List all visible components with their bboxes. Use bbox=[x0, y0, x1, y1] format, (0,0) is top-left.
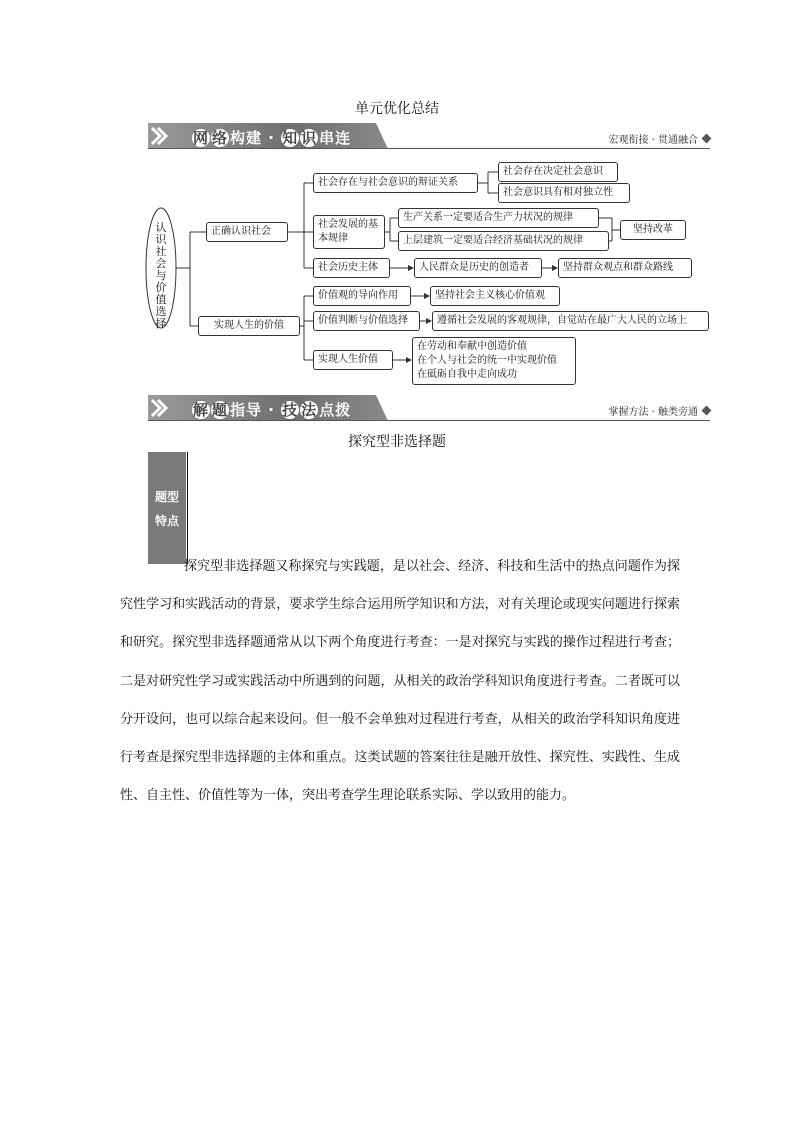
side-label: 题型 特点 bbox=[148, 452, 186, 564]
banner-heading: 网 络 构建 · 知 识 串连 bbox=[192, 129, 352, 147]
section-title: 探究型非选择题 bbox=[348, 434, 446, 450]
branch-understand-society: 正确认识社会 bbox=[206, 222, 288, 242]
banner-tag: 宏观衔接 · 贯通融合 bbox=[608, 135, 698, 146]
node-realize-life-value: 实现人生价值 bbox=[313, 350, 393, 370]
page-title: 单元优化总结 bbox=[355, 101, 439, 117]
node-objective-laws: 遵循社会发展的客观规律，自觉站在最广大人民的立场上 bbox=[432, 311, 709, 331]
banner-heading: 解 题 指导 · 技 法 点拨 bbox=[192, 401, 352, 419]
node-value-judgment: 价值判断与价值选择 bbox=[313, 311, 420, 331]
node-mass-line: 坚持群众观点和群众路线 bbox=[558, 258, 692, 278]
node-production-relations: 生产关系一定要适合生产力状况的规律 bbox=[398, 208, 599, 228]
node-relative-independence: 社会意识具有相对独立性 bbox=[498, 183, 630, 203]
branch-realize-value: 实现人生的价值 bbox=[198, 316, 300, 336]
node-superstructure: 上层建筑一定要适合经济基础状况的规律 bbox=[398, 231, 609, 251]
node-reform: 坚持改革 bbox=[620, 220, 686, 240]
banner-tag: 掌握方法 · 触类旁通 bbox=[608, 407, 698, 418]
node-values-guide: 价值观的导向作用 bbox=[313, 286, 411, 306]
section-banner-guidance bbox=[148, 395, 710, 423]
node-value-ways: 在劳动和奉献中创造价值 在个人与社会的统一中实现价值 在砥砺自我中走向成功 bbox=[412, 337, 576, 385]
diamond-icon bbox=[702, 406, 712, 416]
node-basic-laws: 社会发展的基本规律 bbox=[313, 215, 385, 249]
chevron-right-icon bbox=[150, 398, 168, 418]
mindmap-connectors bbox=[0, 0, 794, 400]
node-core-values: 坚持社会主义核心价值观 bbox=[430, 286, 560, 306]
node-existence-determines: 社会存在决定社会意识 bbox=[498, 162, 618, 182]
mindmap-root: 认识社会与价值选择 bbox=[155, 221, 167, 330]
node-existence-consciousness: 社会存在与社会意识的辩证关系 bbox=[313, 173, 478, 193]
body-paragraph: 探究型非选择题又称探究与实践题，是以社会、经济、科技和生活中的热点问题作为探究性学习和实践活动的背景，要求学生综合运用所学知识和方法，对有关理论或现实问题进行探索和研究。探究型非选择题通常从以下两个角度进行考查：一是对探究与实践的操作过程进行考查；二是对研究性学习或实践活动中所遇到的问题，从相关的政治学科知识角度进行考查。二者既可以分开设问，也可以综合起来设问。但一般不会单独对过程进行考查，从相关的政治学科知识角度进行考查是探究型非选择题的主体和重点。这类试题的答案往往是融开放性、探究性、实践性、生成性、自主性、价值性等为一体，突出考查学生理论联系实际、学以致用的能力。 bbox=[120, 559, 680, 804]
node-people-creators: 人民群众是历史的创造者 bbox=[414, 258, 542, 278]
node-history-subject: 社会历史主体 bbox=[313, 258, 390, 278]
